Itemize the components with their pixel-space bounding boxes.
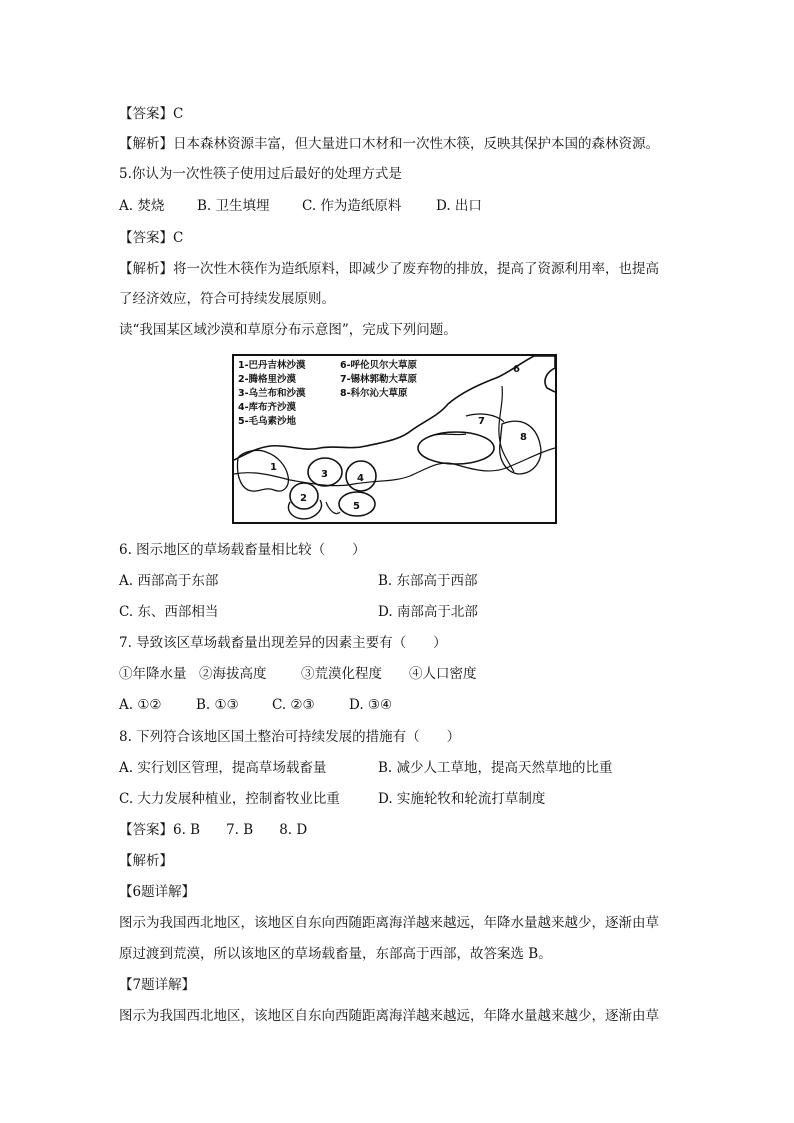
question-5-stem: 5.你认为一次性筷子使用过后最好的处理方式是 [119, 166, 402, 182]
q5-option-a: A. 焚烧 [119, 198, 165, 214]
question-7-stem: 7. 导致该区草场载畜量出现差异的因素主要有（ ） [119, 635, 447, 651]
legend-item-1: 1-巴丹吉林沙漠 [238, 360, 306, 371]
desert-grassland-map [232, 354, 557, 524]
answer-label: 【答案】 [119, 106, 173, 122]
map-number-4: 4 [357, 473, 364, 484]
analysis-text: 日本森林资源丰富，但大量进口木材和一次性木筷，反映其保护本国的森林资源。 [173, 136, 659, 152]
answer-6: 6. B [173, 822, 201, 838]
q7-factor-2: ②海拔高度 [199, 666, 267, 682]
grassland-8-outline [500, 421, 541, 474]
grassland-7-oval [418, 432, 494, 464]
legend-item-3: 3-乌兰布和沙漠 [238, 388, 306, 399]
q7-factor-3: ③荒漠化程度 [301, 666, 382, 682]
q8-option-a: A. 实行划区管理，提高草场载畜量 [119, 760, 327, 776]
answer-value: C [173, 230, 184, 246]
map-number-7: 7 [478, 416, 485, 427]
question-6-stem: 6. 图示地区的草场载畜量相比较（ ） [119, 542, 366, 558]
q7-detail-line1: 图示为我国西北地区，该地区自东向西随距离海洋越来越远，年降水量越来越少，逐渐由草 [119, 1008, 659, 1024]
map-number-8: 8 [520, 432, 527, 443]
answer-line-prev [119, 104, 183, 124]
region-boundary-south [234, 448, 555, 486]
legend-item-4: 4-库布齐沙漠 [238, 402, 297, 413]
q5-analysis-line2: 了经济效应，符合可持续发展原则。 [119, 291, 335, 307]
map-number-2: 2 [300, 493, 307, 504]
q7-factor-4: ④人口密度 [409, 666, 477, 682]
analysis-label-6-8: 【解析】 [119, 853, 173, 869]
q6-detail-line1: 图示为我国西北地区，该地区自东向西随距离海洋越来越远，年降水量越来越少，逐渐由草 [119, 915, 659, 931]
answer-8: 8. D [279, 822, 308, 838]
q7-option-d: D. ③④ [349, 697, 393, 713]
analysis-text: 将一次性木筷作为造纸原料，即减少了废弃物的排放，提高了资源利用率，也提高 [173, 261, 659, 277]
desert-1-outline [237, 450, 288, 491]
legend-item-5: 5-毛乌素沙地 [238, 416, 297, 427]
q6-detail-label: 【6题详解】 [119, 884, 196, 900]
reading-intro: 读“我国某区域沙漠和草原分布示意图”，完成下列问题。 [119, 322, 457, 338]
map-number-3: 3 [321, 469, 328, 480]
q7-factor-1: ①年降水量 [119, 666, 187, 682]
q6-option-d: D. 南部高于北部 [378, 604, 478, 620]
analysis-label: 【解析】 [119, 261, 173, 277]
answer-value: C [173, 106, 184, 122]
analysis-line-prev [119, 134, 659, 154]
answers-6-8 [119, 820, 307, 840]
q5-option-c: C. 作为造纸原料 [302, 198, 402, 214]
q6-option-c: C. 东、西部相当 [119, 604, 219, 620]
q6-option-b: B. 东部高于西部 [378, 573, 478, 589]
q8-option-b: B. 减少人工草地，提高天然草地的比重 [378, 760, 613, 776]
question-8-stem: 8. 下列符合该地区国土整治可持续发展的措施有（ ） [119, 729, 461, 745]
legend-item-7: 7-锡林郭勒大草原 [340, 374, 418, 385]
map-number-1: 1 [270, 462, 277, 473]
map-number-5: 5 [353, 501, 360, 512]
answer-7: 7. B [226, 822, 254, 838]
q5-option-d: D. 出口 [436, 198, 482, 214]
q6-detail-line2: 原过渡到荒漠，所以该地区的草场载畜量，东部高于西部，故答案选 B。 [119, 946, 552, 962]
province-line [466, 414, 504, 422]
q6-option-a: A. 西部高于东部 [119, 573, 219, 589]
legend-item-6: 6-呼伦贝尔大草原 [340, 360, 418, 371]
map-number-6: 6 [513, 364, 520, 375]
q8-option-d: D. 实施轮牧和轮流打草制度 [378, 791, 546, 807]
q5-answer-line [119, 228, 183, 248]
q8-option-c: C. 大力发展种植业，控制畜牧业比重 [119, 791, 340, 807]
legend-item-2: 2-腾格里沙漠 [238, 374, 297, 385]
river-line [326, 502, 340, 514]
analysis-label: 【解析】 [119, 136, 173, 152]
legend-item-8: 8-科尔沁大草原 [340, 388, 408, 399]
q5-analysis-line1 [119, 259, 659, 279]
q7-detail-label: 【7题详解】 [119, 977, 196, 993]
q7-option-b: B. ①③ [196, 697, 239, 713]
answer-label: 【答案】 [119, 822, 173, 838]
q7-option-a: A. ①② [119, 697, 162, 713]
answer-label: 【答案】 [119, 230, 173, 246]
q5-option-b: B. 卫生填埋 [197, 198, 270, 214]
q7-option-c: C. ②③ [272, 697, 315, 713]
